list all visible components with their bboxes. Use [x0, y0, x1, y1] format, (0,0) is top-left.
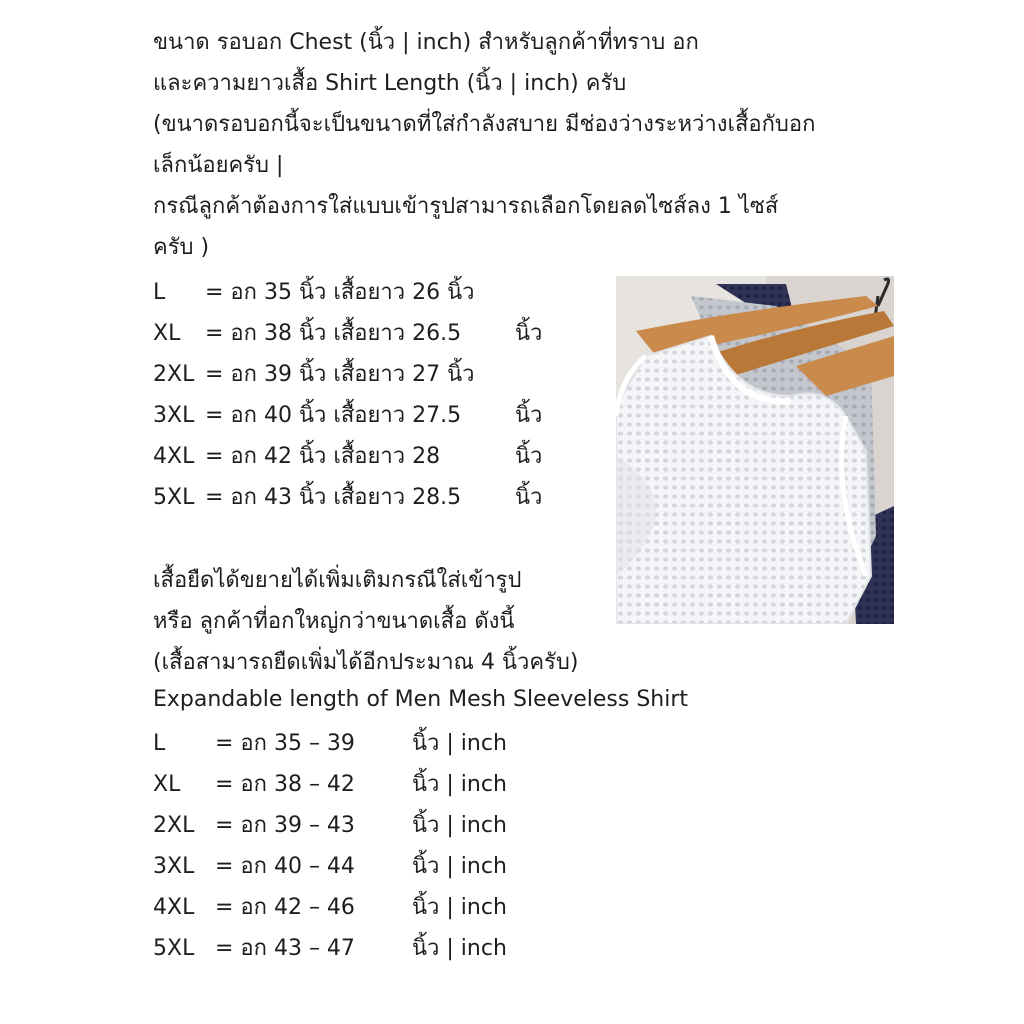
- expand-unit: นิ้ว | inch: [412, 731, 507, 756]
- expand-range: = อก 40 – 44: [215, 854, 355, 879]
- intro-line-6: ครับ ): [153, 235, 210, 260]
- expand-size: 5XL: [153, 936, 195, 961]
- intro-line-5: กรณีลูกค้าต้องการใส่แบบเข้ารูปสามารถเลือกโดยลดไซส์ลง 1 ไซส์: [153, 194, 779, 219]
- expand-range: = อก 43 – 47: [215, 936, 355, 961]
- expand-row-5xl: [153, 934, 593, 964]
- size-unit: นิ้ว: [515, 321, 543, 346]
- expand-range: = อก 35 – 39: [215, 731, 355, 756]
- expand-range: = อก 42 – 46: [215, 895, 355, 920]
- size-unit: นิ้ว: [515, 444, 543, 469]
- size-spec: = อก 38 นิ้ว เสื้อยาว 26.5: [205, 321, 462, 346]
- expand-row-2xl: [153, 811, 593, 841]
- expand-unit: นิ้ว | inch: [412, 854, 507, 879]
- size-row-l: [153, 278, 593, 308]
- intro-line-2: และความยาวเสื้อ Shirt Length (นิ้ว | inch) ครับ: [153, 71, 627, 96]
- size-spec: = อก 39 นิ้ว เสื้อยาว 27 นิ้ว: [205, 362, 475, 387]
- expandable-heading: Expandable length of Men Mesh Sleeveless Shirt: [153, 687, 689, 712]
- size-row-3xl: [153, 401, 593, 431]
- expand-row-l: [153, 729, 593, 759]
- expand-range: = อก 38 – 42: [215, 772, 355, 797]
- size-spec: = อก 42 นิ้ว เสื้อยาว 28: [205, 444, 441, 469]
- size-row-2xl: [153, 360, 593, 390]
- expand-row-4xl: [153, 893, 593, 923]
- size-spec: = อก 35 นิ้ว เสื้อยาว 26 นิ้ว: [205, 280, 475, 305]
- size-unit: นิ้ว: [515, 403, 543, 428]
- expand-size: L: [153, 731, 166, 756]
- size-row-xl: [153, 319, 593, 349]
- expand-size: 4XL: [153, 895, 195, 920]
- expand-size: 2XL: [153, 813, 195, 838]
- stretch-line-2: หรือ ลูกค้าที่อกใหญ่กว่าขนาดเสื้อ ดังนี้: [153, 609, 515, 634]
- intro-line-4: เล็กน้อยครับ |: [153, 153, 284, 178]
- expand-range: = อก 39 – 43: [215, 813, 355, 838]
- intro-line-1: ขนาด รอบอก Chest (นิ้ว | inch) สำหรับลูกค้าที่ทราบ อก: [153, 30, 699, 55]
- expand-unit: นิ้ว | inch: [412, 936, 507, 961]
- size-label: 3XL: [153, 403, 195, 428]
- size-spec: = อก 43 นิ้ว เสื้อยาว 28.5: [205, 485, 462, 510]
- size-unit: นิ้ว: [515, 485, 543, 510]
- size-label: XL: [153, 321, 181, 346]
- expand-size: XL: [153, 772, 181, 797]
- expand-row-3xl: [153, 852, 593, 882]
- stretch-line-1: เสื้อยืดได้ขยายได้เพิ่มเติมกรณีใส่เข้ารูป: [153, 568, 522, 593]
- product-photo: [616, 276, 894, 624]
- size-label: L: [153, 280, 166, 305]
- expand-unit: นิ้ว | inch: [412, 895, 507, 920]
- size-label: 2XL: [153, 362, 195, 387]
- size-row-5xl: [153, 483, 593, 513]
- expand-row-xl: [153, 770, 593, 800]
- size-label: 5XL: [153, 485, 195, 510]
- expand-size: 3XL: [153, 854, 195, 879]
- intro-line-3: (ขนาดรอบอกนี้จะเป็นขนาดที่ใส่กำลังสบาย มีช่องว่างระหว่างเสื้อกับอก: [153, 112, 816, 137]
- stretch-line-3: (เสื้อสามารถยืดเพิ่มได้อีกประมาณ 4 นิ้วครับ): [153, 650, 579, 675]
- expand-unit: นิ้ว | inch: [412, 813, 507, 838]
- size-label: 4XL: [153, 444, 195, 469]
- size-row-4xl: [153, 442, 593, 472]
- size-spec: = อก 40 นิ้ว เสื้อยาว 27.5: [205, 403, 462, 428]
- expand-unit: นิ้ว | inch: [412, 772, 507, 797]
